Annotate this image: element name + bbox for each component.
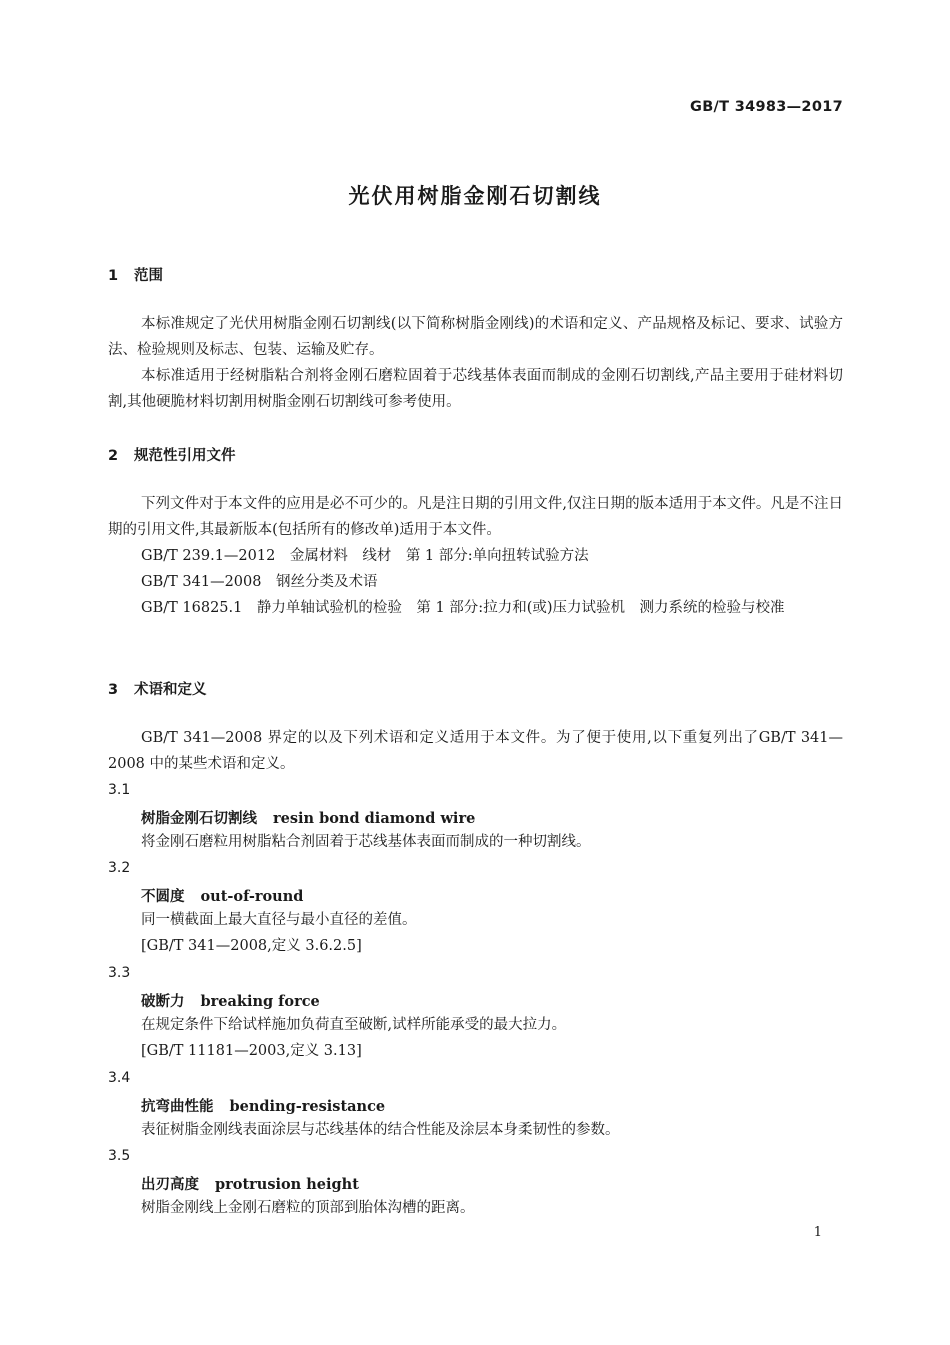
document-title: 光伏用树脂金刚石切割线 bbox=[348, 184, 602, 208]
page-number: 1 bbox=[813, 1225, 822, 1240]
term-heading bbox=[141, 1173, 359, 1194]
term-en: breaking force bbox=[200, 993, 320, 1010]
term-zh: 不圆度 bbox=[141, 889, 185, 905]
references-intro: 下列文件对于本文件的应用是必不可少的。凡是注日期的引用文件,仅注日期的版本适用于本文件。凡是不注日期的引用文件,其最新版本(包括所有的修改单)适用于本文件。 bbox=[108, 496, 843, 538]
terms-intro: GB/T 341—2008 界定的以及下列术语和定义适用于本文件。为了便于使用,以下重复列出了GB/T 341—2008 中的某些术语和定义。 bbox=[108, 730, 843, 772]
section-title: 范围 bbox=[134, 268, 163, 284]
section-number: 1 bbox=[108, 268, 119, 284]
section-number: 3 bbox=[108, 682, 119, 698]
reference-item: GB/T 16825.1 静力单轴试验机的检验 第 1 部分:拉力和(或)压力试验机 测力系统的检验与校准 bbox=[141, 600, 785, 616]
term-source: [GB/T 11181—2003,定义 3.13] bbox=[141, 1043, 362, 1059]
term-number: 3.4 bbox=[108, 1070, 131, 1086]
term-zh: 破断力 bbox=[141, 994, 185, 1010]
term-en: bending-resistance bbox=[229, 1098, 386, 1115]
term-source: [GB/T 341—2008,定义 3.6.2.5] bbox=[141, 938, 362, 954]
term-en: protrusion height bbox=[215, 1176, 359, 1193]
section-title: 术语和定义 bbox=[134, 682, 207, 698]
term-zh: 抗弯曲性能 bbox=[141, 1099, 214, 1115]
term-number: 3.1 bbox=[108, 782, 131, 798]
scope-paragraph-2: 本标准适用于经树脂粘合剂将金刚石磨粒固着于芯线基体表面而制成的金刚石切割线,产品主要用于硅材料切割,其他硬脆材料切割用树脂金刚石切割线可参考使用。 bbox=[108, 368, 843, 410]
term-heading bbox=[141, 807, 475, 828]
term-number: 3.3 bbox=[108, 965, 131, 981]
section-number: 2 bbox=[108, 448, 119, 464]
standard-code: GB/T 34983—2017 bbox=[690, 99, 843, 115]
term-definition: 在规定条件下给试样施加负荷直至破断,试样所能承受的最大拉力。 bbox=[141, 1017, 567, 1033]
section-1-heading bbox=[108, 264, 163, 285]
term-heading bbox=[141, 990, 320, 1011]
term-zh: 树脂金刚石切割线 bbox=[141, 811, 257, 827]
scope-paragraph-1: 本标准规定了光伏用树脂金刚石切割线(以下简称树脂金刚线)的术语和定义、产品规格及标记、要求、试验方法、检验规则及标志、包装、运输及贮存。 bbox=[108, 316, 843, 358]
term-heading bbox=[141, 885, 303, 906]
section-2-heading bbox=[108, 444, 236, 465]
reference-item: GB/T 341—2008 钢丝分类及术语 bbox=[141, 574, 378, 590]
section-title: 规范性引用文件 bbox=[134, 448, 236, 464]
term-number: 3.2 bbox=[108, 860, 131, 876]
term-definition: 将金刚石磨粒用树脂粘合剂固着于芯线基体表面而制成的一种切割线。 bbox=[141, 834, 591, 850]
term-en: resin bond diamond wire bbox=[273, 810, 476, 827]
term-number: 3.5 bbox=[108, 1148, 131, 1164]
term-en: out-of-round bbox=[200, 888, 304, 905]
term-zh: 出刃高度 bbox=[141, 1177, 199, 1193]
term-definition: 同一横截面上最大直径与最小直径的差值。 bbox=[141, 912, 417, 928]
term-definition: 表征树脂金刚线表面涂层与芯线基体的结合性能及涂层本身柔韧性的参数。 bbox=[141, 1122, 620, 1138]
section-3-heading bbox=[108, 678, 207, 699]
reference-item: GB/T 239.1—2012 金属材料 线材 第 1 部分:单向扭转试验方法 bbox=[141, 548, 589, 564]
term-definition: 树脂金刚线上金刚石磨粒的顶部到胎体沟槽的距离。 bbox=[141, 1200, 475, 1216]
term-heading bbox=[141, 1095, 385, 1116]
